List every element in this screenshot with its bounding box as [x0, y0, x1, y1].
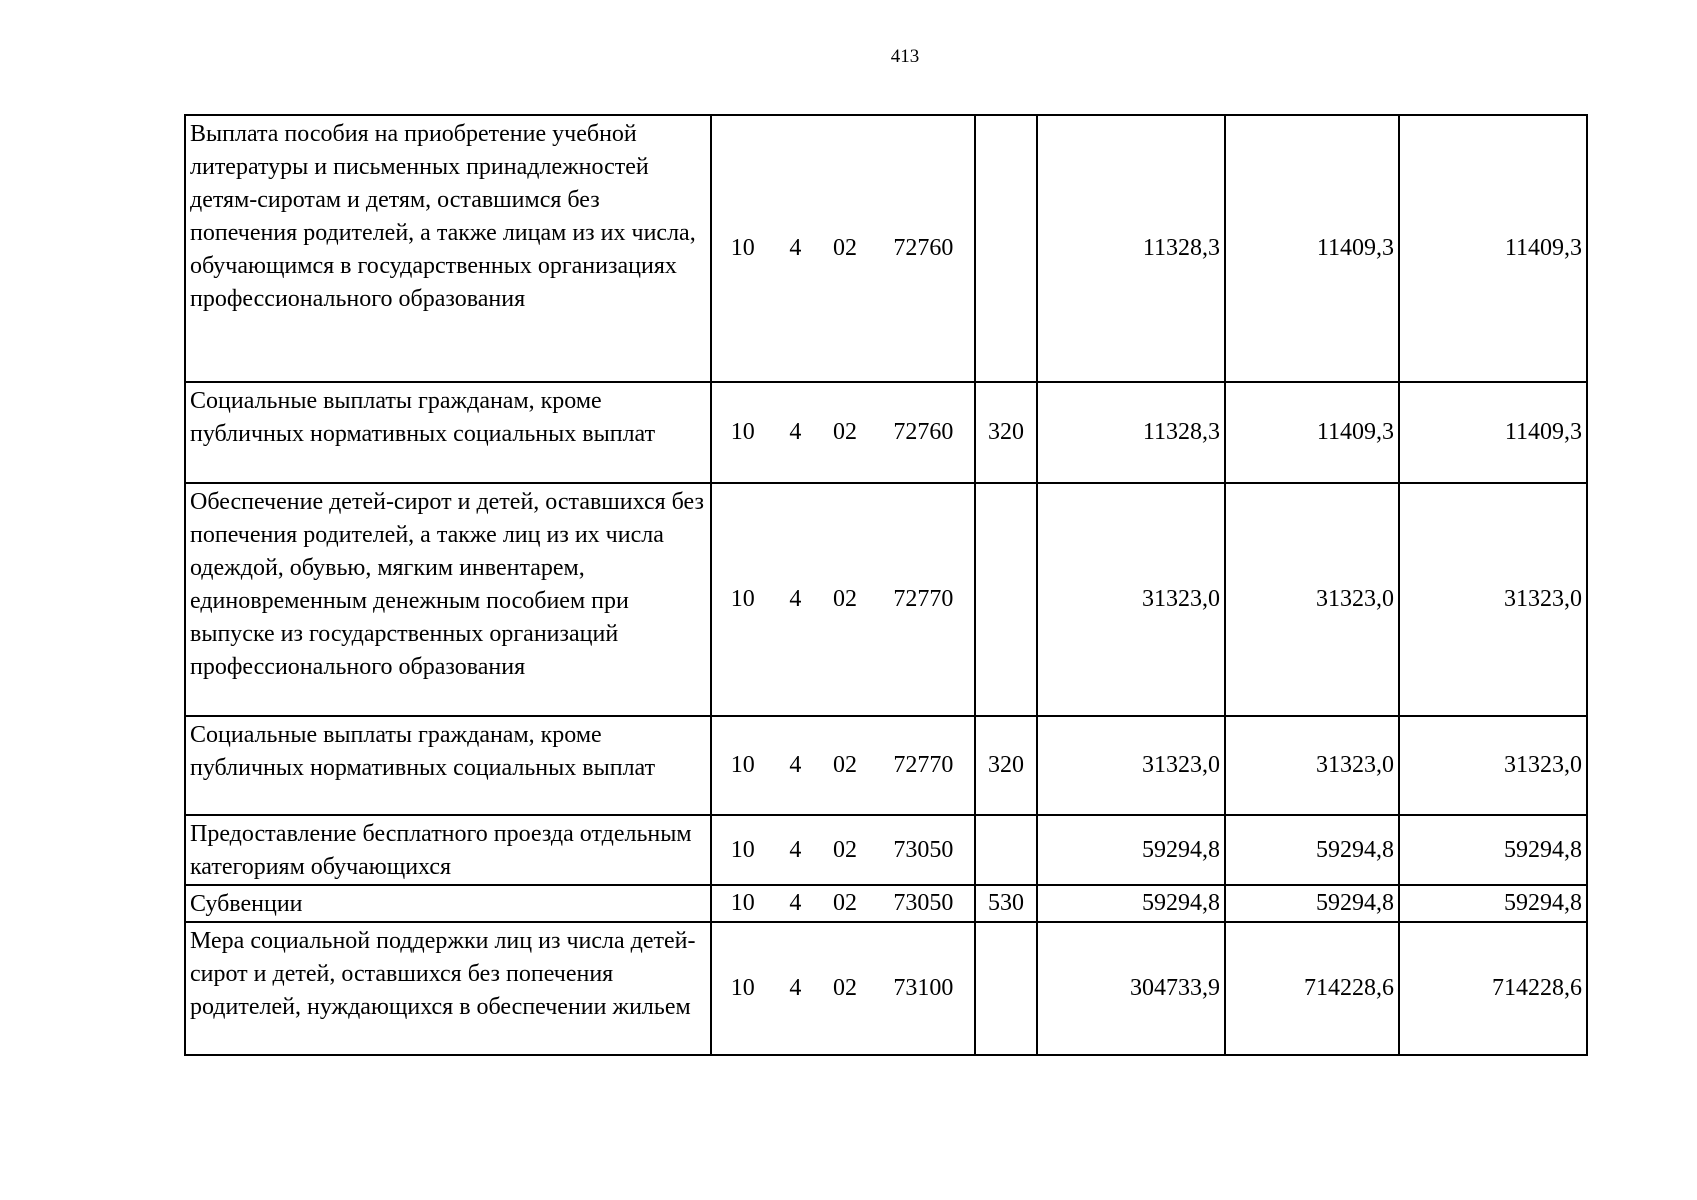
sum-year-3: 11409,3: [1399, 115, 1587, 382]
sum-year-2: 11409,3: [1225, 115, 1399, 382]
sum-year-3: 11409,3: [1399, 382, 1587, 483]
expense-type-code: 530: [975, 885, 1037, 922]
sum-year-2: 31323,0: [1225, 483, 1399, 716]
sum-year-1: 11328,3: [1037, 382, 1225, 483]
subsection-code: 4: [789, 836, 802, 863]
section-code: 10: [730, 235, 755, 261]
table-row: [185, 716, 1587, 815]
table-row: [185, 885, 1587, 922]
sum-year-1: 59294,8: [1037, 885, 1225, 922]
sum-year-3: 59294,8: [1399, 885, 1587, 922]
program-code: 02: [832, 419, 857, 445]
sum-year-2: 11409,3: [1225, 382, 1399, 483]
expense-type-code: [975, 815, 1037, 885]
row-name: Мера социальной поддержки лиц из числа детей-сирот и детей, оставшихся без попечения родителей, нуждающихся в обеспечении жильем: [185, 922, 711, 1055]
sum-year-3: 31323,0: [1399, 483, 1587, 716]
table-row: [185, 115, 1587, 382]
row-codes: [711, 716, 975, 815]
sum-year-3: 31323,0: [1399, 716, 1587, 815]
table-row: [185, 483, 1587, 716]
subsection-code: 4: [789, 586, 802, 612]
program-code: 02: [832, 890, 857, 916]
row-name: Социальные выплаты гражданам, кроме публичных нормативных социальных выплат: [185, 716, 711, 815]
section-code: 10: [730, 419, 755, 445]
sum-year-2: 31323,0: [1225, 716, 1399, 815]
row-name: Предоставление бесплатного проезда отдельным категориям обучающихся: [185, 815, 711, 885]
sum-year-1: 31323,0: [1037, 483, 1225, 716]
expense-type-code: 320: [975, 716, 1037, 815]
sum-year-1: 304733,9: [1037, 922, 1225, 1055]
article-code: 73050: [893, 890, 954, 916]
article-code: 72760: [893, 235, 954, 261]
article-code: 72770: [893, 586, 954, 612]
article-code: 73050: [893, 836, 954, 863]
program-code: 02: [832, 586, 857, 612]
row-name: Субвенции: [185, 885, 711, 922]
sum-year-2: 714228,6: [1225, 922, 1399, 1055]
subsection-code: 4: [789, 890, 802, 916]
row-codes: [711, 115, 975, 382]
row-name: Выплата пособия на приобретение учебной литературы и письменных принадлежностей детям-сиротам и детям, оставшимся без попечения родителей, а также лицам из их числа, обучающимся в государственных организациях профессионального образования: [185, 115, 711, 382]
article-code: 72760: [893, 419, 954, 445]
program-code: 02: [832, 752, 857, 778]
row-codes: [711, 815, 975, 885]
sum-year-3: 59294,8: [1399, 815, 1587, 885]
article-code: 72770: [893, 752, 954, 778]
program-code: 02: [832, 235, 857, 261]
section-code: 10: [730, 586, 755, 612]
sum-year-1: 11328,3: [1037, 115, 1225, 382]
sum-year-2: 59294,8: [1225, 815, 1399, 885]
subsection-code: 4: [789, 235, 802, 261]
row-name: Обеспечение детей-сирот и детей, оставшихся без попечения родителей, а также лиц из их числа одеждой, обувью, мягким инвентарем, единовременным денежным пособием при выпуске из государственных организаций профессионального образования: [185, 483, 711, 716]
subsection-code: 4: [789, 419, 802, 445]
subsection-code: 4: [789, 752, 802, 778]
budget-table: [184, 114, 1588, 1056]
program-code: 02: [832, 836, 857, 863]
row-codes: [711, 483, 975, 716]
row-codes: [711, 922, 975, 1055]
section-code: 10: [730, 836, 755, 863]
table-row: [185, 922, 1587, 1055]
section-code: 10: [730, 975, 755, 1001]
article-code: 73100: [893, 975, 954, 1001]
row-codes: [711, 382, 975, 483]
table-row: [185, 382, 1587, 483]
expense-type-code: 320: [975, 382, 1037, 483]
sum-year-1: 59294,8: [1037, 815, 1225, 885]
row-codes: [711, 885, 975, 922]
expense-type-code: [975, 483, 1037, 716]
sum-year-2: 59294,8: [1225, 885, 1399, 922]
page-number: 413: [890, 46, 920, 67]
section-code: 10: [730, 890, 755, 916]
row-name: Социальные выплаты гражданам, кроме публичных нормативных социальных выплат: [185, 382, 711, 483]
sum-year-3: 714228,6: [1399, 922, 1587, 1055]
expense-type-code: [975, 922, 1037, 1055]
expense-type-code: [975, 115, 1037, 382]
table-row: [185, 815, 1587, 885]
section-code: 10: [730, 752, 755, 778]
program-code: 02: [832, 975, 857, 1001]
subsection-code: 4: [789, 975, 802, 1001]
sum-year-1: 31323,0: [1037, 716, 1225, 815]
